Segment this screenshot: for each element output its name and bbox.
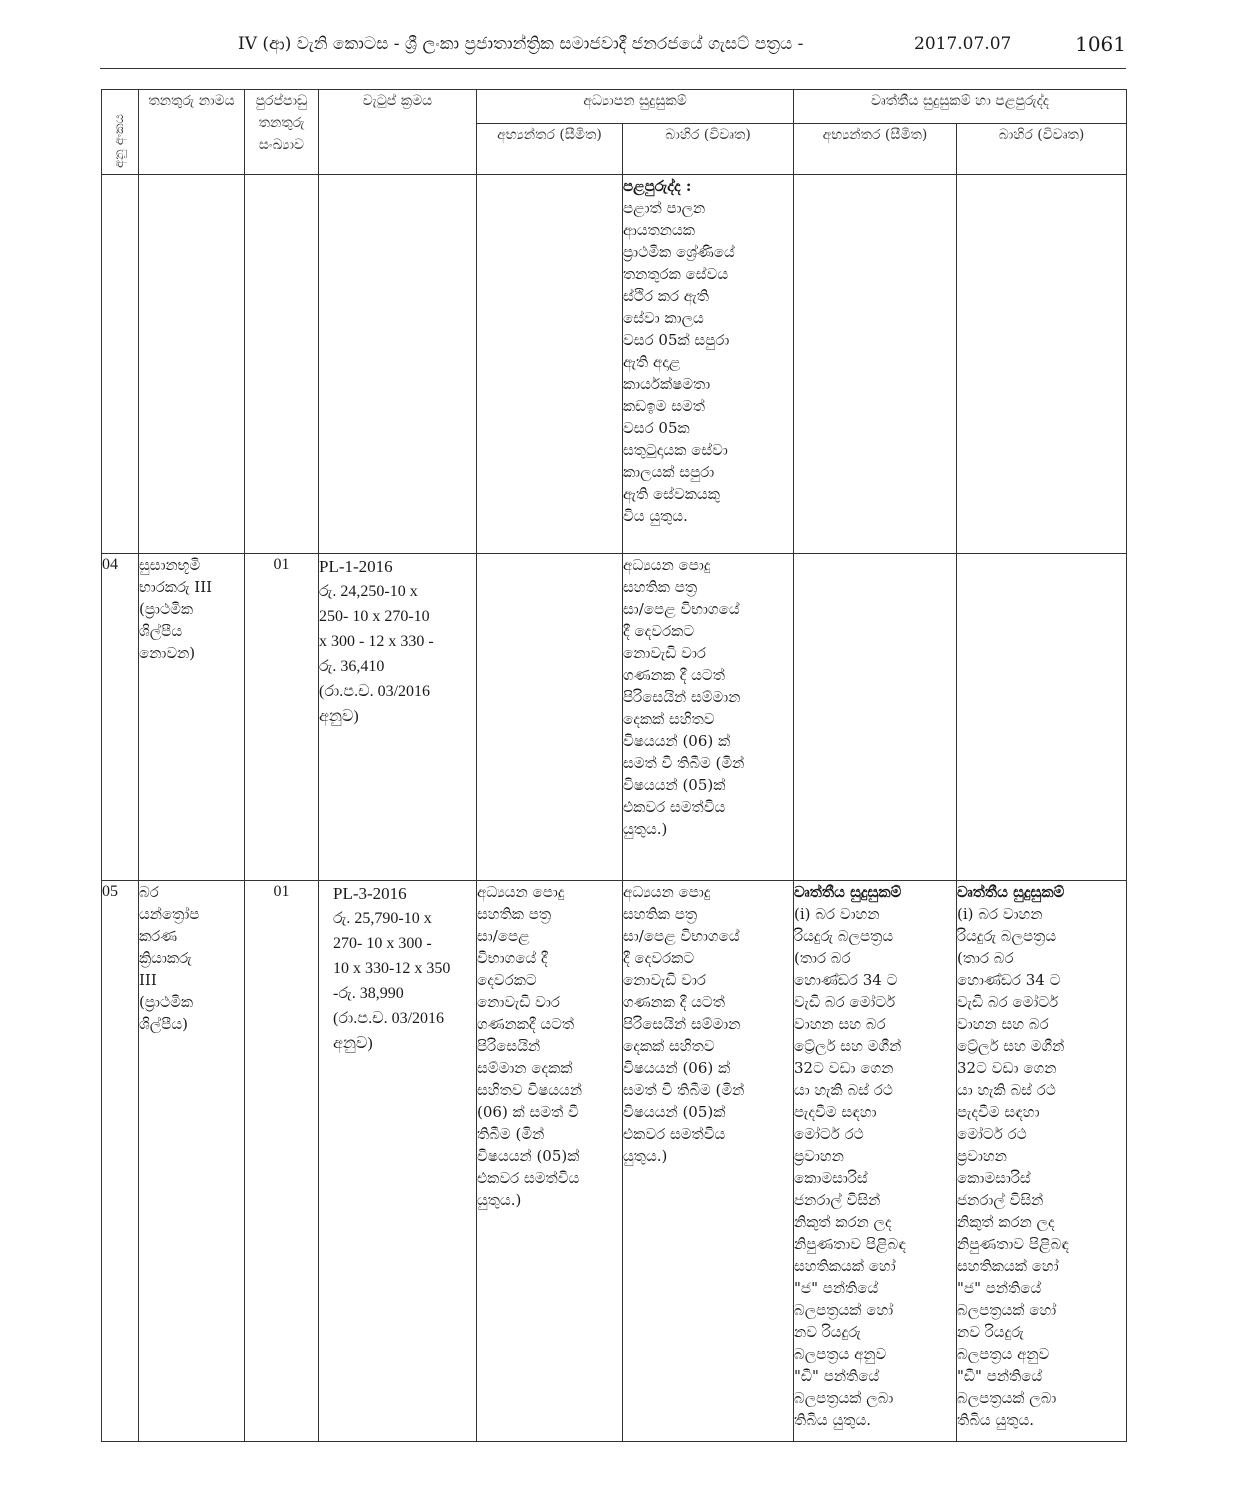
text-line: නිපුණතාව පිළිබඳ [957, 1235, 1069, 1253]
text-line: බලපත්‍රයක් ලබා [794, 1389, 894, 1407]
text-line: අධ්‍යයන පොදු [477, 883, 565, 901]
text-line: ගණනකදී යටත් [477, 1015, 575, 1033]
page-number: 1061 [1075, 32, 1126, 56]
text-line: සා/පෙළ විභාගයේ [623, 600, 740, 618]
col-prof-group-header: වෘත්තීය සුදුසුකම් හා පළපුරුද්ද [794, 90, 1127, 124]
text-line: එකවර සමත්විය [623, 798, 726, 816]
text-line: දී දෙවරකට [623, 949, 695, 967]
text-line: වසර 05ක් සපුරා [623, 331, 730, 349]
text-line: (ප්‍රාථමික [139, 993, 194, 1011]
col-vacancies-header: පුරප්පාඩු තනතුරු සංඛ්‍යාව [245, 90, 319, 175]
edu-external-cell [623, 881, 794, 1442]
text-line: (ප්‍රාථමික [139, 600, 194, 618]
col-serial-header: අනු අංකය [102, 90, 139, 175]
text-line: වාහන සහ බර [957, 1015, 1049, 1033]
text-line: යුතුය.) [623, 1147, 668, 1165]
text-line: සමත් වී තිබීම (මින් [623, 754, 745, 772]
text-line: (රා.ප.ච. 03/2016 [319, 683, 431, 700]
text-line: 250- 10 x 270-10 [319, 608, 430, 625]
text-line: (රා.ප.ච. 03/2016 [333, 1010, 445, 1027]
col-prof-external-header: බාහිර (විවෘත) [957, 123, 1127, 174]
text-line: එකවර සමත්විය [477, 1169, 580, 1187]
text-line: "ඩී" පන්තියේ [957, 1367, 1043, 1385]
edu-external-cell [623, 554, 794, 881]
prof-external-cell [957, 881, 1127, 1442]
text-line: දෙකක් සහිතව [623, 710, 715, 728]
text-line: රු. 24,250-10 x [319, 583, 418, 600]
serial-number: 05 [102, 881, 139, 1442]
text-line: භාරකරු III [139, 578, 213, 596]
text-line: බලපත්‍රයක් ලබා [957, 1389, 1057, 1407]
header-rule [100, 68, 1126, 69]
salary-code: PL-1-2016 [319, 557, 393, 576]
serial-number: 04 [102, 554, 139, 881]
text-line: සමත් වී තිබීම (මින් [623, 1081, 745, 1099]
text-line: ජනරාල් විසින් [794, 1191, 881, 1209]
text-line: මෝටර් රථ [957, 1125, 1027, 1143]
text-line: රියදුරු බලපත්‍රය [794, 927, 894, 945]
text-line: (තාර බර [794, 949, 851, 967]
text-line: වාහන සහ බර [794, 1015, 886, 1033]
post-name [139, 881, 245, 1442]
text-line: කාර්යක්ෂමතා [623, 375, 711, 393]
text-line: විෂයයන් (05)ක් [477, 1147, 580, 1165]
text-line: නොවැඩි වාර [623, 644, 706, 662]
text-line: ට්‍රේලර් සහ මගීන් [957, 1037, 1065, 1055]
text-line: ප්‍රාථමික ශ්‍රේණියේ [623, 243, 735, 261]
text-line: විය යුතුය. [623, 507, 688, 525]
text-line: ඇති සේවකයකු [623, 485, 720, 503]
text-line: පිරිසෙයින් [477, 1037, 541, 1055]
text-line: සේවා කාලය [623, 309, 704, 327]
text-line: "ජ" පන්තියේ [957, 1279, 1042, 1297]
vacancy-count: 01 [245, 554, 319, 881]
text-line: දෙවරකට [477, 971, 537, 989]
col-prof-internal-header: අභ්‍යන්තර (සීමිත) [794, 123, 957, 174]
prof-heading: වෘත්තීය සුදුසුකම් [794, 883, 902, 901]
text-line: හොණ්ඩර 34 ට [957, 971, 1061, 989]
text-line: එකවර සමත්විය [623, 1125, 726, 1143]
text-line: 10 x 330-12 x 350 [333, 960, 451, 977]
text-line: ප්‍රවාහන [957, 1147, 1007, 1165]
text-line: ශිල්පීය [139, 622, 183, 640]
text-line: සහතිකයක් හෝ [957, 1257, 1059, 1275]
text-line: යා හැකි බස් රථ [957, 1081, 1056, 1099]
text-line: ස්ථිර කර ඇති [623, 287, 709, 305]
text-line: රු. 36,410 [319, 658, 385, 675]
text-line: නොවන) [139, 644, 196, 662]
text-line: විෂයයන් (06) ක් [623, 732, 731, 750]
edu-external-cell [623, 175, 794, 554]
text-line: ප්‍රවාහන [794, 1147, 844, 1165]
text-line: දී දෙවරකට [623, 622, 695, 640]
text-line: රියදුරු බලපත්‍රය [957, 927, 1057, 945]
text-line: කොමසාරිස් [794, 1169, 868, 1187]
text-line: වසර 05ක [623, 419, 690, 437]
text-line: වැඩි බර මෝටර් [794, 993, 896, 1011]
text-line: අධ්‍යයන පොදු [623, 883, 711, 901]
text-line: පැදවීම සඳහා [794, 1103, 877, 1121]
text-line: පිරිසෙයින් සම්මාන [623, 688, 741, 706]
page-header [238, 34, 1126, 64]
col-salary-header: වැටුප් ක්‍රමය [319, 90, 477, 175]
text-line: යුතුය.) [623, 820, 668, 838]
col-edu-internal-header: අභ්‍යන්තර (සීමිත) [477, 123, 623, 174]
text-line: ට්‍රේලර් සහ මගීන් [794, 1037, 902, 1055]
text-line: තිබීම (මින් [477, 1125, 545, 1143]
text-line: පළාත් පාලන [623, 199, 706, 217]
text-line: ඇති අදාළ [623, 353, 681, 371]
text-line: අනුව) [333, 1035, 373, 1052]
text-line: ශිල්පීය) [139, 1015, 188, 1033]
text-line: "ඩී" පන්තියේ [794, 1367, 880, 1385]
salary-scale [319, 881, 477, 1442]
col-post-header: තනතුරු නාමය [139, 90, 245, 175]
text-line: කරණ [139, 927, 178, 945]
text-line: x 300 - 12 x 330 - [319, 633, 434, 650]
text-line: විෂයයන් (06) ක් [623, 1059, 731, 1077]
text-line: පළපුරුද්ද : [623, 177, 692, 195]
text-line: 270- 10 x 300 - [333, 935, 432, 952]
text-line: යන්ත්‍රෝප [139, 905, 200, 923]
text-line: ජනරාල් විසින් [957, 1191, 1044, 1209]
text-line: හොණ්ඩර 34 ට [794, 971, 898, 989]
post-name [139, 554, 245, 881]
text-line: සා/පෙළ [477, 927, 530, 945]
text-line: 32ට වඩා ගෙන [794, 1059, 894, 1077]
text-line: මෝටර් රථ [794, 1125, 864, 1143]
text-line: ගණනක දී යටත් [623, 993, 725, 1011]
edu-internal-cell [477, 881, 623, 1442]
table-row [102, 881, 1127, 1442]
text-line: විෂයයන් (05)ක් [623, 776, 726, 794]
text-line: -රු. 38,990 [333, 985, 404, 1002]
text-line: සුසානභූමි [139, 556, 201, 574]
text-line: III [139, 971, 157, 989]
text-line: පිරිසෙයින් සම්මාන [623, 1015, 741, 1033]
vacancy-count: 01 [245, 881, 319, 1442]
col-edu-group-header: අධ්‍යාපන සුදුසුකම් [477, 90, 794, 124]
text-line: ආයතනයක [623, 221, 695, 239]
text-line: දෙකක් සහිතව [623, 1037, 715, 1055]
text-line: යුතුය.) [477, 1191, 522, 1209]
text-line: සහිතව විෂයයන් [477, 1081, 583, 1099]
prof-internal-cell [794, 881, 957, 1442]
text-line: සහතික පත්‍ර [623, 578, 698, 596]
text-line: නිකුත් කරන ලද [957, 1213, 1055, 1231]
text-line: කාලයක් සපුරා [623, 463, 715, 481]
text-line: ගණනක දී යටත් [623, 666, 725, 684]
text-line: නව රියදුරු [957, 1323, 1024, 1341]
text-line: නිපුණතාව පිළිබඳ [794, 1235, 906, 1253]
salary-scale [319, 554, 477, 881]
text-line: ක්‍රියාකරු [139, 949, 192, 967]
text-line: වැඩි බර මෝටර් [957, 993, 1059, 1011]
text-line: අනුව) [319, 708, 359, 725]
text-line: කඩඉම සමත් [623, 397, 705, 415]
text-line: විභාගයේ දී [477, 949, 548, 967]
text-line: බලපත්‍රය අනුව [957, 1345, 1050, 1363]
text-line: යා හැකි බස් රථ [794, 1081, 893, 1099]
text-line: තනතුරක සේවය [623, 265, 729, 283]
text-line: බලපත්‍රය අනුව [794, 1345, 887, 1363]
text-line: බර [139, 883, 159, 901]
text-line: (i) බර වාහන [957, 905, 1043, 923]
text-line: බලපත්‍රයක් හෝ [794, 1301, 894, 1319]
text-line: පැදවීම සඳහා [957, 1103, 1040, 1121]
text-line: නව රියදුරු [794, 1323, 861, 1341]
text-line: රු. 25,790-10 x [333, 910, 432, 927]
text-line: සම්මාන දෙකක් [477, 1059, 573, 1077]
gazette-title: IV (ආ) වැනි කොටස - ශ්‍රී ලංකා ප්‍රජාතාන්ත්‍රික සමාජවාදී ජනරජයේ ගැසට් පත්‍රය - [238, 34, 804, 54]
text-line: (06) ක් සමත් වී [477, 1103, 579, 1121]
text-line: සා/පෙළ විභාගයේ [623, 927, 740, 945]
table-row [102, 175, 1127, 554]
text-line: (තාර බර [957, 949, 1014, 967]
table-row [102, 554, 1127, 881]
text-line: "ජ" පන්තියේ [794, 1279, 879, 1297]
text-line: 32ට වඩා ගෙන [957, 1059, 1057, 1077]
text-line: සහතිකයක් හෝ [794, 1257, 896, 1275]
vacancy-table [101, 89, 1127, 1442]
text-line: විෂයයන් (05)ක් [623, 1103, 726, 1121]
gazette-date: 2017.07.07 [914, 34, 1012, 54]
text-line: සහතික පත්‍ර [623, 905, 698, 923]
text-line: තිබිය යුතුය. [957, 1411, 1034, 1429]
text-line: නොවැඩි වාර [623, 971, 706, 989]
text-line: තිබිය යුතුය. [794, 1411, 871, 1429]
text-line: අධ්‍යයන පොදු [623, 556, 711, 574]
text-line: නිකුත් කරන ලද [794, 1213, 892, 1231]
text-line: සතුටුදායක සේවා [623, 441, 728, 459]
text-line: (i) බර වාහන [794, 905, 880, 923]
text-line: සහතික පත්‍ර [477, 905, 552, 923]
salary-code: PL-3-2016 [333, 884, 407, 903]
col-edu-external-header: බාහිර (විවෘත) [623, 123, 794, 174]
text-line: නොවැඩි වාර [477, 993, 560, 1011]
prof-heading: වෘත්තීය සුදුසුකම් [957, 883, 1065, 901]
text-line: කොමසාරිස් [957, 1169, 1031, 1187]
text-line: බලපත්‍රයක් හෝ [957, 1301, 1057, 1319]
